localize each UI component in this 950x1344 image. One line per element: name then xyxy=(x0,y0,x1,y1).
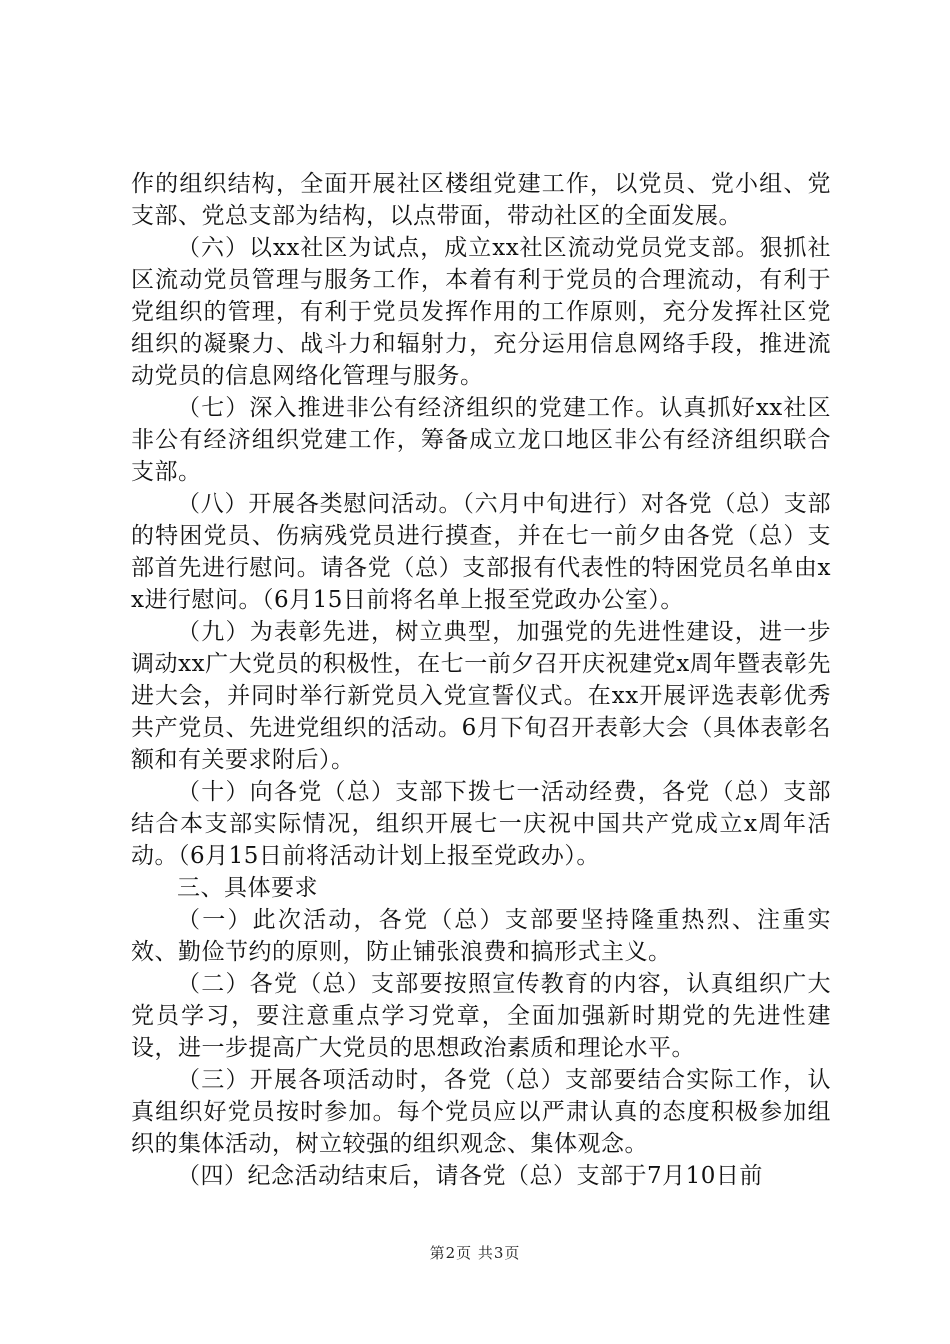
document-body xyxy=(131,168,831,1192)
paragraph-continuation: 作的组织结构，全面开展社区楼组党建工作，以党员、党小组、党支部、党总支部为结构，以点带面，带动社区的全面发展。 xyxy=(131,171,831,229)
paragraph-requirement-1: （一）此次活动，各党（总）支部要坚持隆重热烈、注重实效、勤俭节约的原则，防止铺张浪费和搞形式主义。 xyxy=(131,907,831,965)
paragraph-item-8: （八）开展各类慰问活动。（六月中旬进行）对各党（总）支部的特困党员、伤病残党员进行摸查，并在七一前夕由各党（总）支部首先进行慰问。请各党（总）支部报有代表性的特困党员名单由xx进行慰问。（6月15日前将名单上报至党政办公室）。 xyxy=(131,491,831,613)
paragraph-item-7: （七）深入推进非公有经济组织的党建工作。认真抓好xx社区非公有经济组织党建工作，筹备成立龙口地区非公有经济组织联合支部。 xyxy=(131,395,831,485)
paragraph-item-9: （九）为表彰先进，树立典型，加强党的先进性建设，进一步调动xx广大党员的积极性，在七一前夕召开庆祝建党x周年暨表彰先进大会，并同时举行新党员入党宣誓仪式。在xx开展评选表彰优秀共产党员、先进党组织的活动。6月下旬召开表彰大会（具体表彰名额和有关要求附后）。 xyxy=(131,619,831,773)
paragraph-item-10: （十）向各党（总）支部下拨七一活动经费，各党（总）支部结合本支部实际情况，组织开展七一庆祝中国共产党成立x周年活动。（6月15日前将活动计划上报至党政办）。 xyxy=(131,779,831,869)
paragraph-requirement-2: （二）各党（总）支部要按照宣传教育的内容，认真组织广大党员学习，要注意重点学习党章，全面加强新时期党的先进性建设，进一步提高广大党员的思想政治素质和理论水平。 xyxy=(131,971,831,1061)
page-number-footer: 第2页 共3页 xyxy=(429,1244,521,1262)
paragraph-item-6: （六）以xx社区为试点，成立xx社区流动党员党支部。狠抓社区流动党员管理与服务工作，本着有利于党员的合理流动，有利于党组织的管理，有利于党员发挥作用的工作原则，充分发挥社区党组织的凝聚力、战斗力和辐射力，充分运用信息网络手段，推进流动党员的信息网络化管理与服务。 xyxy=(131,235,831,389)
paragraph-requirement-3: （三）开展各项活动时，各党（总）支部要结合实际工作，认真组织好党员按时参加。每个党员应以严肃认真的态度积极参加组织的集体活动，树立较强的组织观念、集体观念。 xyxy=(131,1067,831,1157)
paragraph-requirement-4: （四）纪念活动结束后，请各党（总）支部于7月10日前 xyxy=(177,1163,763,1189)
section-heading-requirements: 三、具体要求 xyxy=(177,875,318,901)
